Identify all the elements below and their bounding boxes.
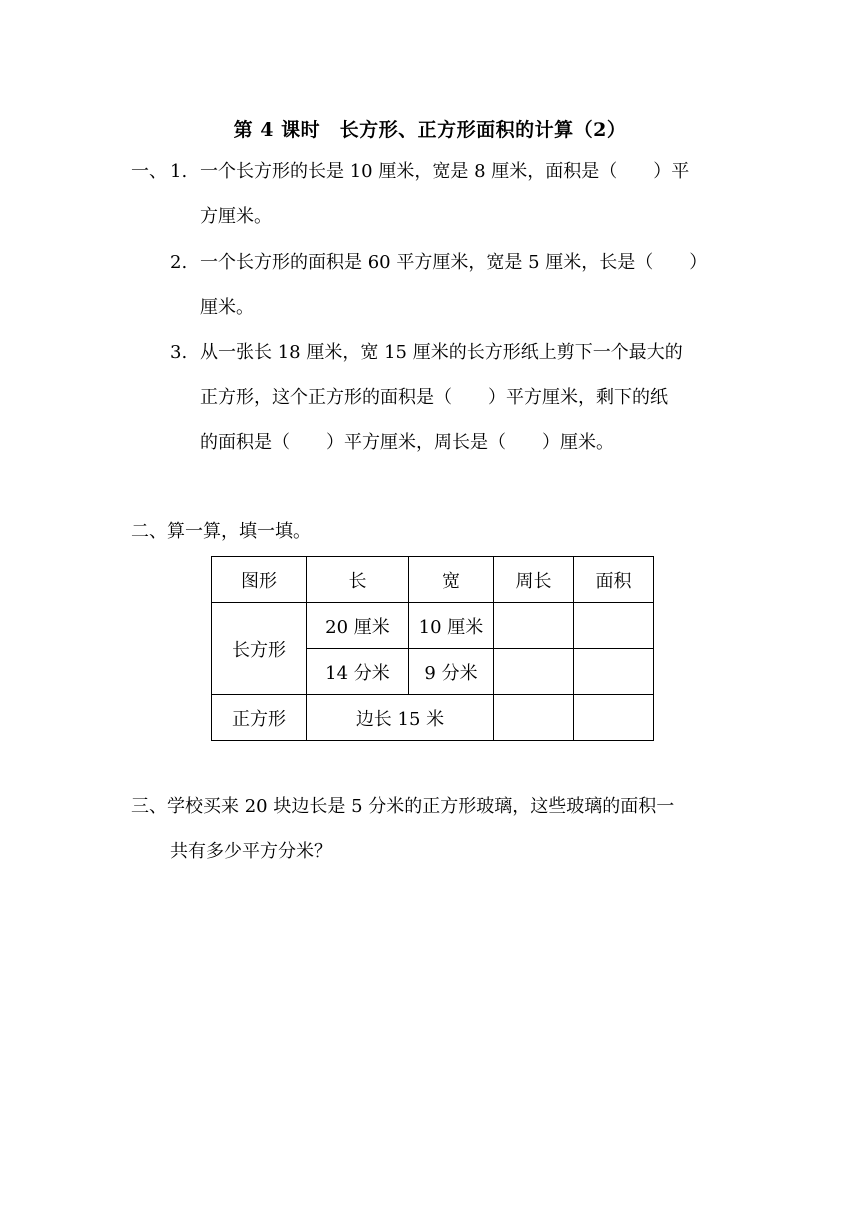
calc-table: [211, 556, 654, 741]
header-cell-area: 面积: [574, 557, 654, 603]
q1-line1: 一个长方形的长是 10 厘米，宽是 8 厘米，面积是（ ）平: [200, 161, 690, 182]
section3-line2: 共有多少平方分米？: [170, 841, 332, 862]
header-cell-shape: 图形: [212, 557, 307, 603]
rectangle-label-cell: 长方形: [212, 603, 307, 695]
header-cell-width: 宽: [409, 557, 494, 603]
square-side-cell: 边长 15 米: [307, 695, 494, 741]
page-title: 第 4 课时 长方形、正方形面积的计算（2）: [233, 119, 627, 141]
section2-label: 二、算一算，填一填。: [131, 521, 311, 542]
rect1-width-cell: 10 厘米: [409, 603, 494, 649]
rect1-perimeter-answer-cell[interactable]: [494, 603, 574, 649]
rect1-length-cell: 20 厘米: [307, 603, 409, 649]
rect2-width-cell: 9 分米: [409, 649, 494, 695]
rect2-perimeter-answer-cell[interactable]: [494, 649, 574, 695]
q1-number: 1.: [170, 161, 188, 182]
header-cell-length: 长: [307, 557, 409, 603]
q3-line2: 正方形，这个正方形的面积是（ ）平方厘米，剩下的纸: [200, 387, 668, 408]
rect2-area-answer-cell[interactable]: [574, 649, 654, 695]
table-row: [212, 695, 654, 741]
section3-line1: 三、学校买来 20 块边长是 5 分米的正方形玻璃，这些玻璃的面积一: [131, 796, 675, 817]
q3-line1: 从一张长 18 厘米，宽 15 厘米的长方形纸上剪下一个最大的: [200, 342, 683, 363]
table-row: [212, 603, 654, 649]
square-label-cell: 正方形: [212, 695, 307, 741]
square-perimeter-answer-cell[interactable]: [494, 695, 574, 741]
q2-number: 2.: [170, 252, 188, 273]
q2-line1: 一个长方形的面积是 60 平方厘米，宽是 5 厘米，长是（ ）: [200, 252, 708, 273]
header-cell-perimeter: 周长: [494, 557, 574, 603]
q1-line2: 方厘米。: [200, 206, 272, 227]
rect1-area-answer-cell[interactable]: [574, 603, 654, 649]
rect2-length-cell: 14 分米: [307, 649, 409, 695]
section1-label: 一、: [131, 161, 167, 182]
square-area-answer-cell[interactable]: [574, 695, 654, 741]
q3-line3: 的面积是（ ）平方厘米，周长是（ ）厘米。: [200, 432, 614, 453]
table-header-row: [212, 557, 654, 603]
q3-number: 3.: [170, 342, 188, 363]
q2-line2: 厘米。: [200, 297, 254, 318]
